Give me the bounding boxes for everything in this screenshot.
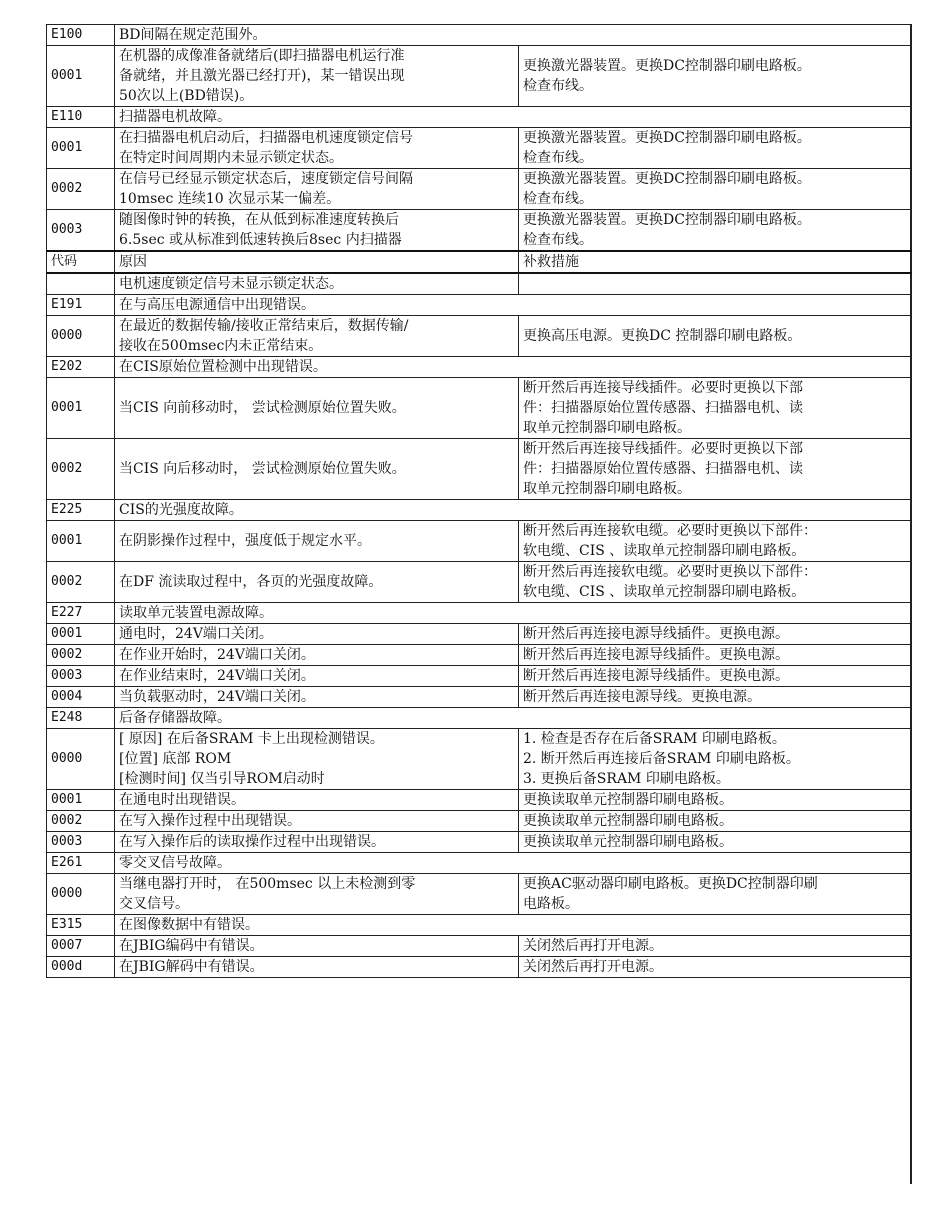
cell-line: 断开然后再连接电源导线。更换电源。 <box>523 689 761 705</box>
error-code-cell: 0001 <box>47 378 115 439</box>
table-row <box>47 874 912 915</box>
cell-line: 读取单元装置电源故障。 <box>119 605 273 621</box>
cell-line: 电路板。 <box>523 896 579 912</box>
table-row <box>47 562 912 603</box>
cause-cell <box>115 25 912 46</box>
cause-cell <box>115 811 519 832</box>
cell-line: 在扫描器电机启动后，扫描器电机速度锁定信号 <box>119 130 413 146</box>
cell-line: CIS的光强度故障。 <box>119 502 243 518</box>
cause-cell <box>115 521 519 562</box>
error-code-cell: 0001 <box>47 521 115 562</box>
column-header-row <box>47 251 912 273</box>
cause-cell <box>115 729 519 790</box>
cell-line: 更换AC驱动器印刷电路板。更换DC控制器印刷 <box>523 876 818 892</box>
remedy-cell <box>519 666 912 687</box>
table-row <box>47 378 912 439</box>
error-code-cell: E261 <box>47 853 115 874</box>
cell-line: 原因 <box>119 254 147 270</box>
cause-cell <box>115 666 519 687</box>
cell-line: 更换激光器装置。更换DC控制器印刷电路板。 <box>523 212 811 228</box>
error-code-table <box>46 24 912 978</box>
cause-cell <box>115 500 912 521</box>
error-code-cell: 0002 <box>47 439 115 500</box>
remedy-cell <box>519 562 912 603</box>
error-code-cell: E227 <box>47 603 115 624</box>
cell-line: 更换激光器装置。更换DC控制器印刷电路板。 <box>523 130 811 146</box>
remedy-cell <box>519 169 912 210</box>
error-code-cell: 000d <box>47 957 115 978</box>
error-code-cell: E248 <box>47 708 115 729</box>
remedy-cell <box>519 936 912 957</box>
cell-line: 断开然后再连接电源导线插件。更换电源。 <box>523 626 789 642</box>
table-row <box>47 624 912 645</box>
error-code-cell: 0000 <box>47 874 115 915</box>
cell-line: 软电缆、CIS 、读取单元控制器印刷电路板。 <box>523 543 806 559</box>
cell-line: 当负载驱动时，24V端口关闭。 <box>119 689 315 705</box>
table-row <box>47 210 912 252</box>
cell-line: BD间隔在规定范围外。 <box>119 27 267 43</box>
table-row <box>47 790 912 811</box>
cell-line: 取单元控制器印刷电路板。 <box>523 420 691 436</box>
remedy-cell <box>519 210 912 252</box>
cell-line: 在最近的数据传输/接收正常结束后，数据传输/ <box>119 318 409 334</box>
remedy-cell <box>519 874 912 915</box>
cell-line: 断开然后再连接导线插件。必要时更换以下部 <box>523 441 803 457</box>
cell-line: 2. 断开然后再连接后备SRAM 印刷电路板。 <box>523 751 800 767</box>
cell-line: 更换激光器装置。更换DC控制器印刷电路板。 <box>523 171 811 187</box>
cause-cell <box>115 251 519 273</box>
error-code-cell: 0003 <box>47 666 115 687</box>
error-code-cell: E202 <box>47 357 115 378</box>
cell-line: 补救措施 <box>523 254 579 270</box>
remedy-cell <box>519 316 912 357</box>
table-row <box>47 169 912 210</box>
cause-cell <box>115 273 519 295</box>
table-row <box>47 128 912 169</box>
cell-line: 在通电时出现错误。 <box>119 792 245 808</box>
error-group-row <box>47 295 912 316</box>
error-code-cell: E315 <box>47 915 115 936</box>
cell-line: 在作业结束时，24V端口关闭。 <box>119 668 315 684</box>
table-row <box>47 46 912 107</box>
cell-line: 断开然后再连接导线插件。必要时更换以下部 <box>523 380 803 396</box>
cell-line: 随图像时钟的转换，在从低到标准速度转换后 <box>119 212 399 228</box>
error-code-cell: 0000 <box>47 316 115 357</box>
cell-line: 10msec 连续10 次显示某一偏差。 <box>119 191 341 207</box>
table-row <box>47 729 912 790</box>
cause-cell <box>115 107 912 128</box>
error-group-row <box>47 25 912 46</box>
remedy-cell <box>519 439 912 500</box>
remedy-cell <box>519 521 912 562</box>
cell-line: 在特定时间周期内未显示锁定状态。 <box>119 150 343 166</box>
cause-cell <box>115 562 519 603</box>
error-code-cell: 0000 <box>47 729 115 790</box>
error-code-cell: 代码 <box>47 251 115 273</box>
cause-cell <box>115 915 912 936</box>
cell-line: 断开然后再连接软电缆。必要时更换以下部件： <box>523 523 817 539</box>
error-code-cell: E110 <box>47 107 115 128</box>
cell-line: 检查布线。 <box>523 232 593 248</box>
table-row <box>47 687 912 708</box>
cell-line: 在阴影操作过程中，强度低于规定水平。 <box>119 533 371 549</box>
remedy-cell <box>519 729 912 790</box>
cause-cell <box>115 936 519 957</box>
table-row <box>47 957 912 978</box>
cell-line: 在图像数据中有错误。 <box>119 917 259 933</box>
cause-cell <box>115 439 519 500</box>
cell-line: 扫描器电机故障。 <box>119 109 231 125</box>
cell-line: 软电缆、CIS 、读取单元控制器印刷电路板。 <box>523 584 806 600</box>
cell-line: 备就绪，并且激光器已经打开)，某一错误出现 <box>119 68 405 84</box>
error-code-cell: 0002 <box>47 811 115 832</box>
remedy-cell <box>519 687 912 708</box>
cause-cell <box>115 46 519 107</box>
cell-line: 在CIS原始位置检测中出现错误。 <box>119 359 327 375</box>
cell-line: 当CIS 向前移动时， 尝试检测原始位置失败。 <box>119 400 406 416</box>
table-row <box>47 316 912 357</box>
cell-line: 关闭然后再打开电源。 <box>523 959 663 975</box>
cause-cell <box>115 603 912 624</box>
cell-line: 交叉信号。 <box>119 896 189 912</box>
cause-cell <box>115 645 519 666</box>
cause-cell <box>115 169 519 210</box>
remedy-cell <box>519 128 912 169</box>
error-group-row <box>47 500 912 521</box>
table-row <box>47 521 912 562</box>
error-group-row <box>47 708 912 729</box>
cell-line: 更换读取单元控制器印刷电路板。 <box>523 834 733 850</box>
cause-cell <box>115 853 912 874</box>
cell-line: 断开然后再连接电源导线插件。更换电源。 <box>523 647 789 663</box>
cell-line: 1. 检查是否存在后备SRAM 印刷电路板。 <box>523 731 786 747</box>
table-body <box>47 25 912 978</box>
cell-line: 在信号已经显示锁定状态后，速度锁定信号间隔 <box>119 171 413 187</box>
error-code-cell: E191 <box>47 295 115 316</box>
table-row <box>47 439 912 500</box>
cell-line: 3. 更换后备SRAM 印刷电路板。 <box>523 771 730 787</box>
remedy-cell <box>519 46 912 107</box>
cell-line: 当继电器打开时， 在500msec 以上未检测到零 <box>119 876 416 892</box>
cause-cell <box>115 687 519 708</box>
cause-cell <box>115 832 519 853</box>
error-code-cell: E225 <box>47 500 115 521</box>
cell-line: 断开然后再连接电源导线插件。更换电源。 <box>523 668 789 684</box>
cell-line: 更换激光器装置。更换DC控制器印刷电路板。 <box>523 58 811 74</box>
cell-line: 更换读取单元控制器印刷电路板。 <box>523 792 733 808</box>
error-group-row <box>47 357 912 378</box>
remedy-cell <box>519 251 912 273</box>
cell-line: 件：扫描器原始位置传感器、扫描器电机、读 <box>523 400 803 416</box>
cell-line: 关闭然后再打开电源。 <box>523 938 663 954</box>
error-code-cell: 0001 <box>47 46 115 107</box>
cell-line: 在与高压电源通信中出现错误。 <box>119 297 315 313</box>
error-code-cell: 0003 <box>47 210 115 252</box>
error-code-cell: 0002 <box>47 645 115 666</box>
error-group-row <box>47 915 912 936</box>
cell-line: 后备存储器故障。 <box>119 710 231 726</box>
cell-line: 断开然后再连接软电缆。必要时更换以下部件： <box>523 564 817 580</box>
cell-line: 在JBIG解码中有错误。 <box>119 959 264 975</box>
cell-line: 通电时，24V端口关闭。 <box>119 626 273 642</box>
cell-line: 在写入操作过程中出现错误。 <box>119 813 301 829</box>
error-code-cell: 0002 <box>47 562 115 603</box>
cause-cell <box>115 210 519 252</box>
error-code-cell: 0002 <box>47 169 115 210</box>
cell-line: 件：扫描器原始位置传感器、扫描器电机、读 <box>523 461 803 477</box>
cause-cell <box>115 790 519 811</box>
cell-line: 在DF 流读取过程中，各页的光强度故障。 <box>119 574 383 590</box>
table-row <box>47 645 912 666</box>
cell-line: [检测时间] 仅当引导ROM启动时 <box>119 771 325 787</box>
error-code-cell: 0001 <box>47 128 115 169</box>
cause-cell <box>115 957 519 978</box>
remedy-cell <box>519 624 912 645</box>
cell-line: 接收在500msec内未正常结束。 <box>119 338 323 354</box>
error-code-cell: 0001 <box>47 624 115 645</box>
error-group-row <box>47 603 912 624</box>
table-row <box>47 936 912 957</box>
cause-cell <box>115 295 912 316</box>
cell-line: 检查布线。 <box>523 78 593 94</box>
cell-line: 更换读取单元控制器印刷电路板。 <box>523 813 733 829</box>
remedy-cell <box>519 378 912 439</box>
cause-cell <box>115 874 519 915</box>
error-code-cell: 0003 <box>47 832 115 853</box>
table-row <box>47 666 912 687</box>
remedy-cell <box>519 957 912 978</box>
cell-line: 在写入操作后的读取操作过程中出现错误。 <box>119 834 385 850</box>
cell-line: 当CIS 向后移动时， 尝试检测原始位置失败。 <box>119 461 406 477</box>
error-code-cell: 0007 <box>47 936 115 957</box>
remedy-cell <box>519 832 912 853</box>
cell-line: 50次以上(BD错误)。 <box>119 88 254 104</box>
cell-line: [ 原因] 在后备SRAM 卡上出现检测错误。 <box>119 731 384 747</box>
table-row <box>47 811 912 832</box>
table-row <box>47 832 912 853</box>
cell-line: 零交叉信号故障。 <box>119 855 231 871</box>
remedy-cell <box>519 645 912 666</box>
cell-line: 检查布线。 <box>523 191 593 207</box>
cause-cell <box>115 378 519 439</box>
table-row <box>47 273 912 295</box>
error-group-row <box>47 107 912 128</box>
cell-line: 在JBIG编码中有错误。 <box>119 938 264 954</box>
remedy-cell <box>519 273 912 295</box>
cause-cell <box>115 624 519 645</box>
cause-cell <box>115 357 912 378</box>
remedy-cell <box>519 790 912 811</box>
error-code-cell <box>47 273 115 295</box>
error-code-cell: E100 <box>47 25 115 46</box>
cell-line: 取单元控制器印刷电路板。 <box>523 481 691 497</box>
cell-line: 检查布线。 <box>523 150 593 166</box>
cell-line: 6.5sec 或从标准到低速转换后8sec 内扫描器 <box>119 232 402 248</box>
cell-line: 在机器的成像准备就绪后(即扫描器电机运行准 <box>119 48 405 64</box>
cell-line: 电机速度锁定信号未显示锁定状态。 <box>119 276 343 292</box>
error-group-row <box>47 853 912 874</box>
cell-line: [位置] 底部 ROM <box>119 751 232 767</box>
cause-cell <box>115 708 912 729</box>
cause-cell <box>115 128 519 169</box>
remedy-cell <box>519 811 912 832</box>
cell-line: 更换高压电源。更换DC 控制器印刷电路板。 <box>523 328 802 344</box>
error-code-cell: 0004 <box>47 687 115 708</box>
error-code-cell: 0001 <box>47 790 115 811</box>
cell-line: 在作业开始时，24V端口关闭。 <box>119 647 315 663</box>
cause-cell <box>115 316 519 357</box>
